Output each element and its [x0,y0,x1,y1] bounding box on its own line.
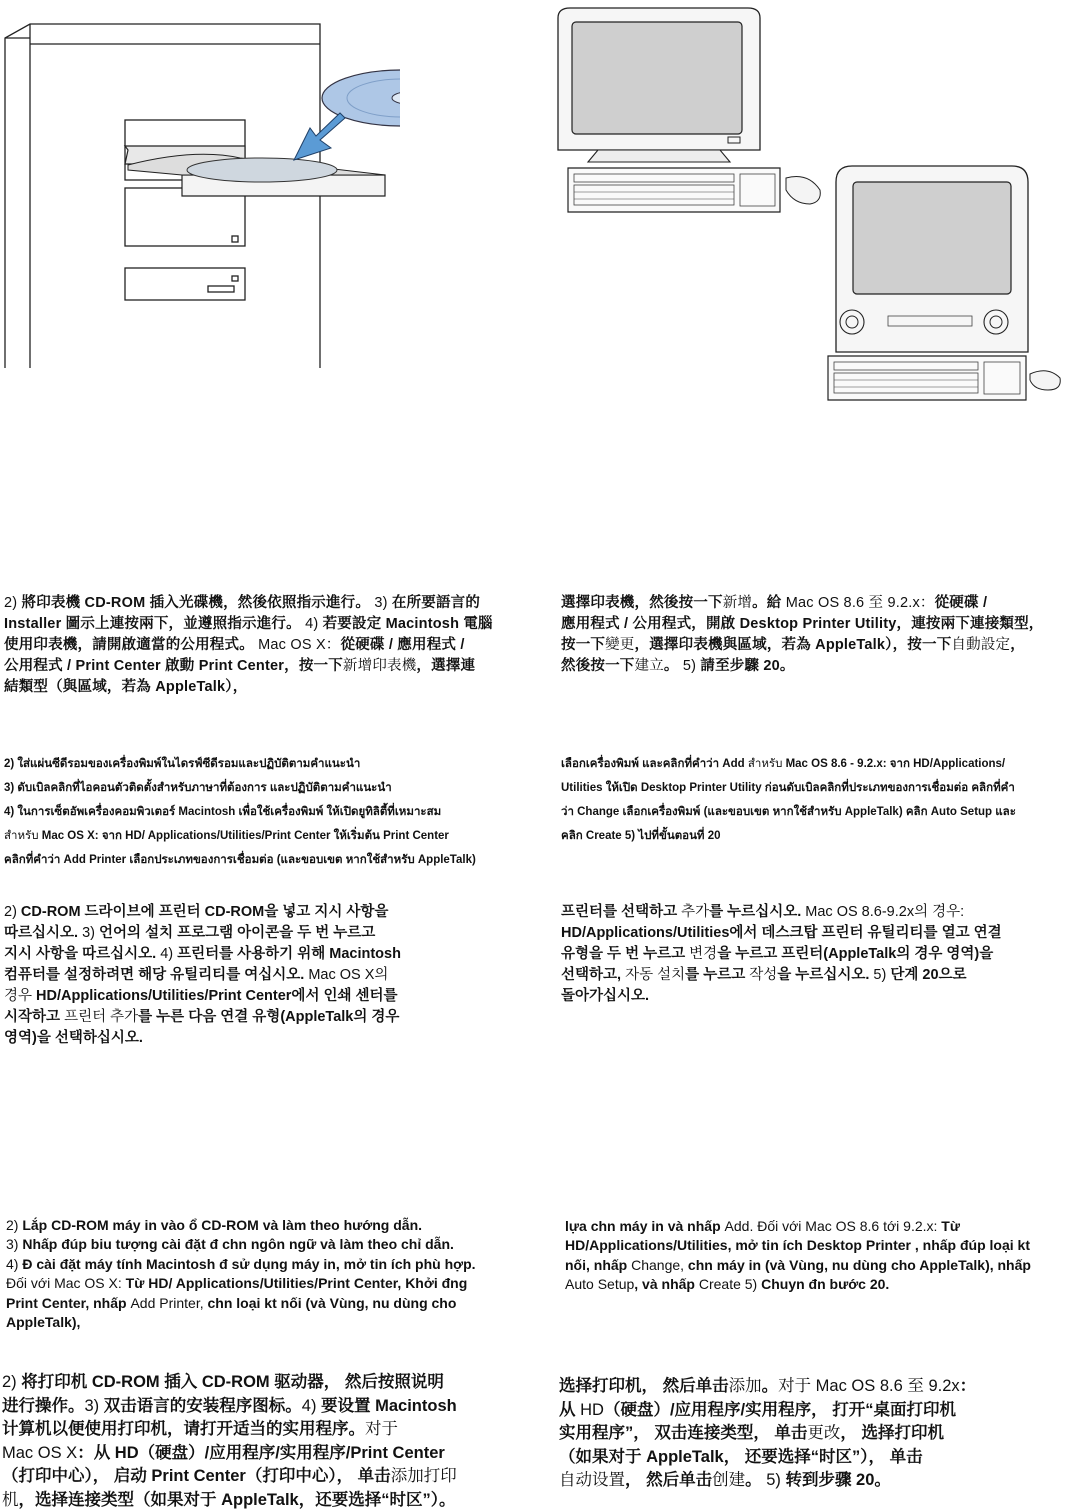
text-run: Mac OS X： [258,637,341,653]
bold-run: ， 选择打印机 （如果对于 AppleTalk， 还要选择“时区”）， 单击 [559,1424,945,1466]
mac-monitor-front [836,166,1028,352]
text-run: 2) [4,595,22,611]
bold-run: 를 누르고 [685,967,750,983]
text-run: 4) [305,616,323,632]
bold-run: 。 [663,658,683,674]
text-run: HD [580,1400,604,1419]
bold-run: 双击语言的安装程序图标。 [103,1396,302,1415]
cd-disc [322,70,400,126]
bold-run: 在所要語言的 Installer 圖示上連按兩下，並遵照指示進行。 [4,595,481,632]
bold-run: Lắp CD-ROM máy in vào ổ CD-ROM và làm theo hướng dẫn. [22,1217,423,1233]
text-run: 2) [6,1217,23,1233]
text-run: 新增 [722,595,753,611]
bold-run: 를 누른 다음 연결 유형(AppleTalk의 경우 영역)을 선택하십시오. [4,1009,400,1046]
text-run: 작성 [749,967,778,983]
bold-run: ： 从 [559,1377,977,1419]
bold-run: 從硬碟 / 應用程式 / 公用程式 / Print Center 啟動 Print Center，按一下 [4,637,465,674]
bold-run: CD-ROM 드라이브에 프린터 CD-ROM을 넣고 지시 사항을 따르십시오. [4,904,389,941]
text-run: สำหรับ [4,830,39,842]
bold-run: ，選擇連 結類型（與區域，若為 AppleTalk）， [4,658,476,695]
bold-run: 從硬碟 / 應用程式 / 公用程式，開啟 Desktop Printer Utility，連按兩下連接類型， 按一下 [561,595,1044,653]
text-run: 对于 Mac OS X [2,1420,398,1462]
bold-run: 2) ใส่แผ่นซีดีรอมของเครื่องพิมพ์ในไดรฟ์ซีดีรอมและปฏิบัติตามคำแนะนำ 3) ดับเบิลคลิกที่ไอคอนตัวติดตั้งสำหรับภาษาที่ต้องการ และปฏิบัติตามคำแนะนำ 4) ในการเซ็ตอัพเครื่องคอมพิวเตอร์ Macintosh เพื่อใช้เครื่องพิมพ์ ให้เปิดยูทิลิตี้ที่เหมาะสม [4,758,442,818]
text-run: 更改 [807,1424,841,1442]
zh-tw-instructions-right [561,593,1081,677]
bold-run: ：从 HD（硬盘）/应用程序/实用程序/Print Center （打印中心）， 启动 Print Center（打印中心）， 单击 [2,1443,445,1485]
text-run: 2) [2,1373,22,1391]
ko-instructions-left [4,902,549,1049]
bold-run: 将打印机 CD-ROM 插入 CD-ROM 驱动器， 然后按照说明 进行操作。 [2,1373,444,1415]
macintosh-computers-illustration [548,0,1085,405]
bold-run: Từ HD/Applications/Utilities, mở tin ích Desktop Printer , nhấp đúp loại kt nối, nhấp [565,1218,1031,1273]
zh-cn-instructions-left [2,1371,552,1512]
text-run: 4) [6,1255,23,1272]
text-run: Mac OS 8.6-9.2x의 경우: [805,904,965,920]
bold-run: 。 [745,1471,767,1489]
bold-run: , và nhấp [634,1276,699,1293]
text-run: 자동 설치 [625,967,686,983]
bold-run: เลือกเครื่องพิมพ์ และคลิกที่คำว่า Add [561,758,748,770]
zh-tw-instructions-left [4,593,544,698]
text-run: 4) [301,1396,322,1415]
bold-run: 를 누르십시오. [709,904,806,920]
text-run: 3) [6,1236,23,1253]
text-run: Mac OS X의 경우 [4,967,389,1004]
bold-run: ， 然後按一下 [561,637,1025,674]
bold-run: （硬盘）/应用程序/实用程序， 打开“桌面打印机 实用程序”， 双击连接类型， 单击 [559,1400,956,1442]
bold-run: HD/Applications/Utilities/Print Center에서 인쇄 센터를 시작하고 [4,988,398,1025]
bold-run: 프린터를 사용하기 위해 Macintosh 컴퓨터를 설정하려면 해당 유틸리티를 여십시오. [4,946,401,983]
mac-monitor-back [558,8,760,162]
bold-run: 選擇印表機，然後按一下 [561,595,723,611]
bold-run: 將印表機 CD-ROM 插入光碟機，然後依照指示進行。 [21,595,375,611]
text-run: 變更 [605,637,635,653]
text-run: Auto Setup [565,1276,635,1293]
bold-run: lựa chn máy in và nhấp [565,1218,725,1234]
cdrom-tower-illustration [0,0,400,372]
bold-run: ，选择连接类型（如果对于 AppleTalk，还要选择“时区”）。 [18,1490,456,1509]
text-run: 3) [374,595,392,611]
text-run: Mac OS 8.6 至 9.2.x： [785,595,935,611]
bold-run: chn loại kt nối (và Vùng, nu dùng cho AppleTalk), [6,1294,457,1331]
text-run: Create 5) [698,1276,758,1293]
text-run: 3) [82,925,100,941]
text-run: 添加打印 机 [2,1467,457,1509]
bold-run: Mac OS X: จาก HD/ Applications/Utilities/Print Center ให้เริ่มต้น Print Center คลิกที่คำว่า Add Printer เลือกประเภทของการเชื่อมต่อ (และขอบเขต หากใช้สำหรับ AppleTalk) [4,830,476,866]
text-run: 创建 [712,1471,746,1489]
text-run: 自动设置 [559,1471,625,1489]
th-instructions-left [4,752,549,872]
bold-run: ， 然后单击 [625,1471,713,1489]
text-run: Add Printer, [130,1294,204,1311]
bold-run: 請至步驟 20。 [700,658,795,674]
text-run: 对于 Mac OS 8.6 至 9.2x [778,1377,960,1395]
zh-cn-instructions-right [559,1375,1081,1493]
bold-run: HD/Applications/Utilities에서 데스크탑 프린터 유틸리티를 열고 연결 유형을 두 번 누르고 [561,925,1002,962]
text-run: 5) [766,1471,786,1489]
text-run: 추가 [681,904,710,920]
text-run: 3) [84,1396,104,1415]
bold-run: 을 누르십시오. [777,967,874,983]
text-run: Change, [631,1256,685,1273]
ko-instructions-right [561,902,1081,1007]
bold-run: 选择打印机， 然后单击 [559,1377,729,1395]
bold-run: Đ cài đặt máy tính Macintosh đ sử dụng máy in, mở tin ích phù hợp. [22,1255,476,1272]
bold-run: 转到步骤 20。 [785,1471,891,1489]
bold-run: 프린터를 선택하고 [561,904,682,920]
text-run: 5) [682,658,701,674]
text-run: 自動設定 [951,637,1011,653]
th-instructions-right [561,752,1081,848]
bold-run: 要设置 Macintosh 计算机以便使用打印机，请打开适当的实用程序。 [2,1396,457,1438]
bold-run: 若要設定 Macintosh 電腦 使用印表機，請開啟適當的公用程式。 [4,616,493,653]
bold-run: 언어의 설치 프로그램 아이콘을 두 번 누르고 지시 사항을 따르십시오. [4,925,376,962]
mac-keyboard-front [828,356,1060,400]
text-run: 建立 [634,658,664,674]
text-run: 변경 [689,946,718,962]
mac-keyboard-back [568,168,820,212]
vi-instructions-left [6,1216,551,1332]
bold-run: 단계 20으로 돌아가십시오. [561,967,967,1004]
bold-run: chn máy in (và Vùng, nu dùng cho AppleTalk), nhấp [687,1256,1031,1273]
bold-run: Mac OS 8.6 - 9.2.x: จาก HD/Applications/ Utilities ให้เปิด Desktop Printer Utility ก่อนดับเบิลคลิกที่ประเภทของการเชื่อมต่อ คลิกที่คำ ว่า Change เลือกเครื่องพิมพ์ (และขอบเขต หากใช้สำหรับ AppleTalk) คลิก Auto Setup และ คลิก Create 5) ไปที่ขั้นตอนที่ 20 [561,758,1016,842]
text-run: สำหรับ [747,758,783,770]
text-run: 5) [873,967,887,983]
bold-run: 을 누르고 프린터(AppleTalk의 경우 영역)을 선택하고, [561,946,994,983]
text-run: 4) [160,946,178,962]
text-run: 添加 [728,1377,762,1395]
text-run: 2) [4,904,21,920]
vi-instructions-right [565,1217,1081,1295]
text-run: Đối với Mac OS X: [6,1275,122,1292]
text-run: 프린터 추가 [64,1009,139,1025]
bold-run: Chuyn đn bước 20. [757,1276,890,1293]
bold-run: Từ HD/ Applications/Utilities/Print Center, Khởi đng Print Center, nhấp [6,1275,468,1311]
bold-run: 。給 [752,595,786,611]
text-run: Add. Đối với Mac OS 8.6 tới 9.2.x: [724,1218,938,1234]
bold-run: ，選擇印表機與區域，若為 AppleTalk），按一下 [634,637,952,653]
bold-run: Nhấp đúp biu tượng cài đặt đ chn ngôn ngữ và làm theo chỉ dẫn. [22,1236,454,1253]
text-run: 新增印表機 [342,658,417,674]
bold-run: 。 [761,1377,779,1395]
